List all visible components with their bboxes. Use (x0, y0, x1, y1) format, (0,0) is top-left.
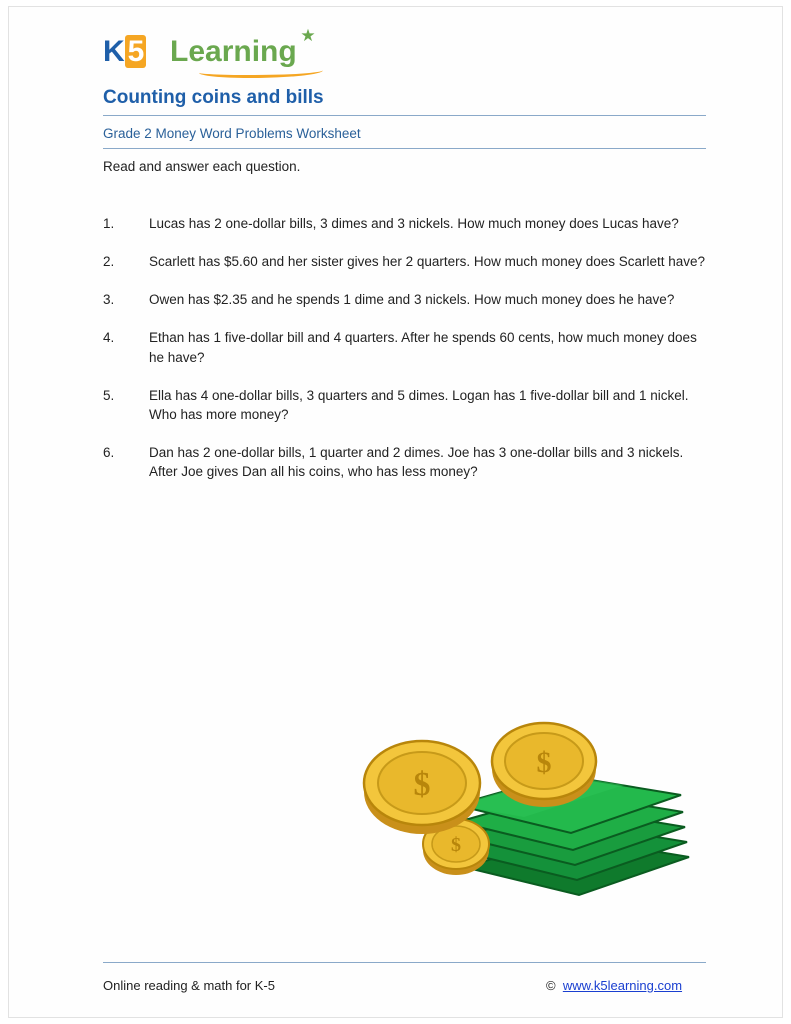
star-icon: ★ (300, 26, 316, 45)
k5-learning-logo[interactable] (103, 25, 343, 69)
question-item (103, 214, 713, 233)
question-text: Scarlett has $5.60 and her sister gives her 2 quarters. How much money does Scarlett have? (149, 254, 706, 270)
question-number: 2. (103, 254, 115, 270)
svg-text:$: $ (451, 834, 461, 856)
question-text: Lucas has 2 one-dollar bills, 3 dimes and 3 nickels. How much money does Lucas have? (149, 216, 679, 231)
question-text: Ella has 4 one-dollar bills, 3 quarters and 5 dimes. Logan has 1 five-dollar bill and 1 nickel. Who has more money? (149, 387, 689, 422)
divider-subtitle (103, 148, 706, 149)
question-item (103, 328, 713, 366)
coins-and-bills-illustration (344, 717, 714, 917)
questions-list (103, 214, 713, 500)
question-item (103, 443, 713, 481)
svg-text:$: $ (413, 766, 431, 803)
logo-five-badge: 5 (125, 35, 147, 68)
k5learning-link[interactable]: www.k5learning.com (562, 978, 683, 993)
question-item (103, 252, 713, 271)
question-text: Owen has $2.35 and he spends 1 dime and 3 nickels. How much money does he have? (149, 292, 675, 308)
page-subtitle: Grade 2 Money Word Problems Worksheet (103, 126, 361, 141)
logo-swoosh-decoration (199, 65, 323, 78)
question-number: 6. (103, 445, 115, 461)
logo-k-letter: K (103, 35, 124, 68)
divider-footer (103, 962, 706, 963)
page-title: Counting coins and bills (103, 87, 324, 108)
logo-k5-text (103, 37, 146, 67)
svg-text:$: $ (536, 746, 552, 779)
question-text: Ethan has 1 five-dollar bill and 4 quarters. After he spends 60 cents, how much money does he have? (149, 330, 697, 365)
instructions-text: Read and answer each question. (103, 159, 301, 174)
question-number: 4. (103, 330, 115, 346)
question-number: 3. (103, 292, 115, 308)
question-item (103, 386, 713, 424)
footer-tagline: Online reading & math for K-5 (103, 978, 275, 993)
logo-learning-text: Learning (170, 35, 297, 68)
question-number: 5. (103, 387, 115, 403)
question-text: Dan has 2 one-dollar bills, 1 quarter and 2 dimes. Joe has 3 one-dollar bills and 3 nickels. After Joe gives Dan all his coins, who has less money? (149, 445, 684, 480)
question-item (103, 290, 713, 309)
footer-copyright (546, 978, 682, 993)
copyright-symbol: © (546, 978, 556, 993)
worksheet-sheet (8, 6, 783, 1018)
question-number: 1. (103, 216, 115, 231)
divider-top (103, 115, 706, 116)
